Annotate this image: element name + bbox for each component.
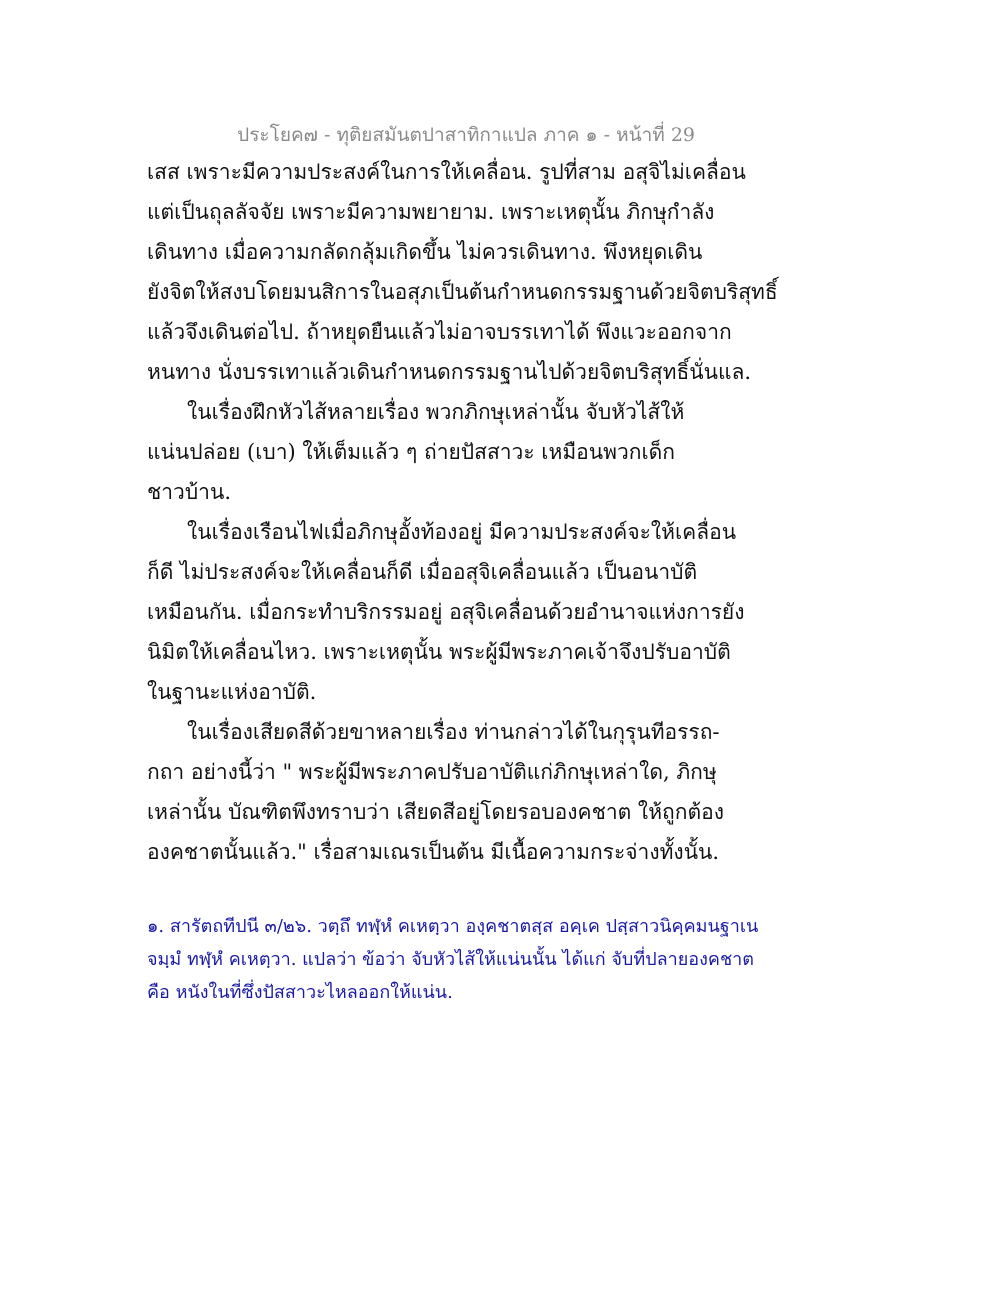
body-line: กถา อย่างนี้ว่า " พระผู้มีพระภาคปรับอาบัติแก่ภิกษุเหล่าใด, ภิกษุ: [147, 760, 717, 784]
body-line: ในฐานะแห่งอาบัติ.: [147, 680, 317, 704]
footnote-line: จมฺมํ ทฬฺหํ คเหตฺวา. แปลว่า ข้อว่า จับหัวไส้ให้แน่นนั้น ได้แก่ จับที่ปลายองคชาต: [147, 949, 754, 970]
footnote: [147, 910, 767, 1009]
body-line: นิมิตให้เคลื่อนไหว. เพราะเหตุนั้น พระผู้มีพระภาคเจ้าจึงปรับอาบัติ: [147, 640, 731, 664]
paragraph-start-line: ในเรื่องฝึกหัวไส้หลายเรื่อง พวกภิกษุเหล่านั้น จับหัวไส้ให้: [187, 400, 685, 424]
body-line: เหมือนกัน. เมื่อกระทำบริกรรมอยู่ อสุจิเคลื่อนด้วยอำนาจแห่งการยัง: [147, 600, 745, 624]
running-header: ประโยค๗ - ทุติยสมันตปาสาทิกาแปล ภาค ๑ - หน้าที่ 29: [237, 124, 695, 146]
body-text: [147, 152, 778, 872]
paragraph-start-line: ในเรื่องเรือนไฟเมื่อภิกษุอั้งท้องอยู่ มีความประสงค์จะให้เคลื่อน: [187, 520, 737, 544]
body-line: ก็ดี ไม่ประสงค์จะให้เคลื่อนก็ดี เมื่ออสุจิเคลื่อนแล้ว เป็นอนาบัติ: [147, 560, 698, 584]
body-line: ชาวบ้าน.: [147, 480, 231, 504]
body-line: แล้วจึงเดินต่อไป. ถ้าหยุดยืนแล้วไม่อาจบรรเทาได้ พึงแวะออกจาก: [147, 320, 732, 344]
body-line: หนทาง นั่งบรรเทาแล้วเดินกำหนดกรรมฐานไปด้วยจิตบริสุทธิ์นั่นแล.: [147, 360, 752, 384]
body-line: เสส เพราะมีความประสงค์ในการให้เคลื่อน. รูปที่สาม อสุจิไม่เคลื่อน: [147, 160, 746, 184]
paragraph-start-line: ในเรื่องเสียดสีด้วยขาหลายเรื่อง ท่านกล่าวได้ในกุรุนทีอรรถ-: [187, 720, 720, 744]
body-line: แต่เป็นถุลลัจจัย เพราะมีความพยายาม. เพราะเหตุนั้น ภิกษุกำลัง: [147, 200, 715, 224]
footnote-line: คือ หนังในที่ซึ่งปัสสาวะไหลออกให้แน่น.: [147, 982, 453, 1003]
footnote-line: ๑. สารัตถทีปนี ๓/๒๖. วตฺถึ ทฬฺหํ คเหตฺวา องฺคชาตสฺส อคฺเค ปสฺสาวนิคฺคมนฐาเน: [147, 916, 759, 937]
body-line: เดินทาง เมื่อความกลัดกลุ้มเกิดขึ้น ไม่ควรเดินทาง. พึงหยุดเดิน: [147, 240, 703, 264]
body-line: แน่นปล่อย (เบา) ให้เต็มแล้ว ๆ ถ่ายปัสสาวะ เหมือนพวกเด็ก: [147, 440, 676, 464]
body-line: ยังจิตให้สงบโดยมนสิการในอสุภเป็นต้นกำหนดกรรมฐานด้วยจิตบริสุทธิ์: [147, 280, 778, 304]
body-line: องคชาตนั้นแล้ว." เรื่อสามเณรเป็นต้น มีเนื้อความกระจ่างทั้งนั้น.: [147, 840, 720, 864]
body-line: เหล่านั้น บัณฑิตพึงทราบว่า เสียดสีอยู่โดยรอบองคชาต ให้ถูกต้อง: [147, 800, 724, 824]
